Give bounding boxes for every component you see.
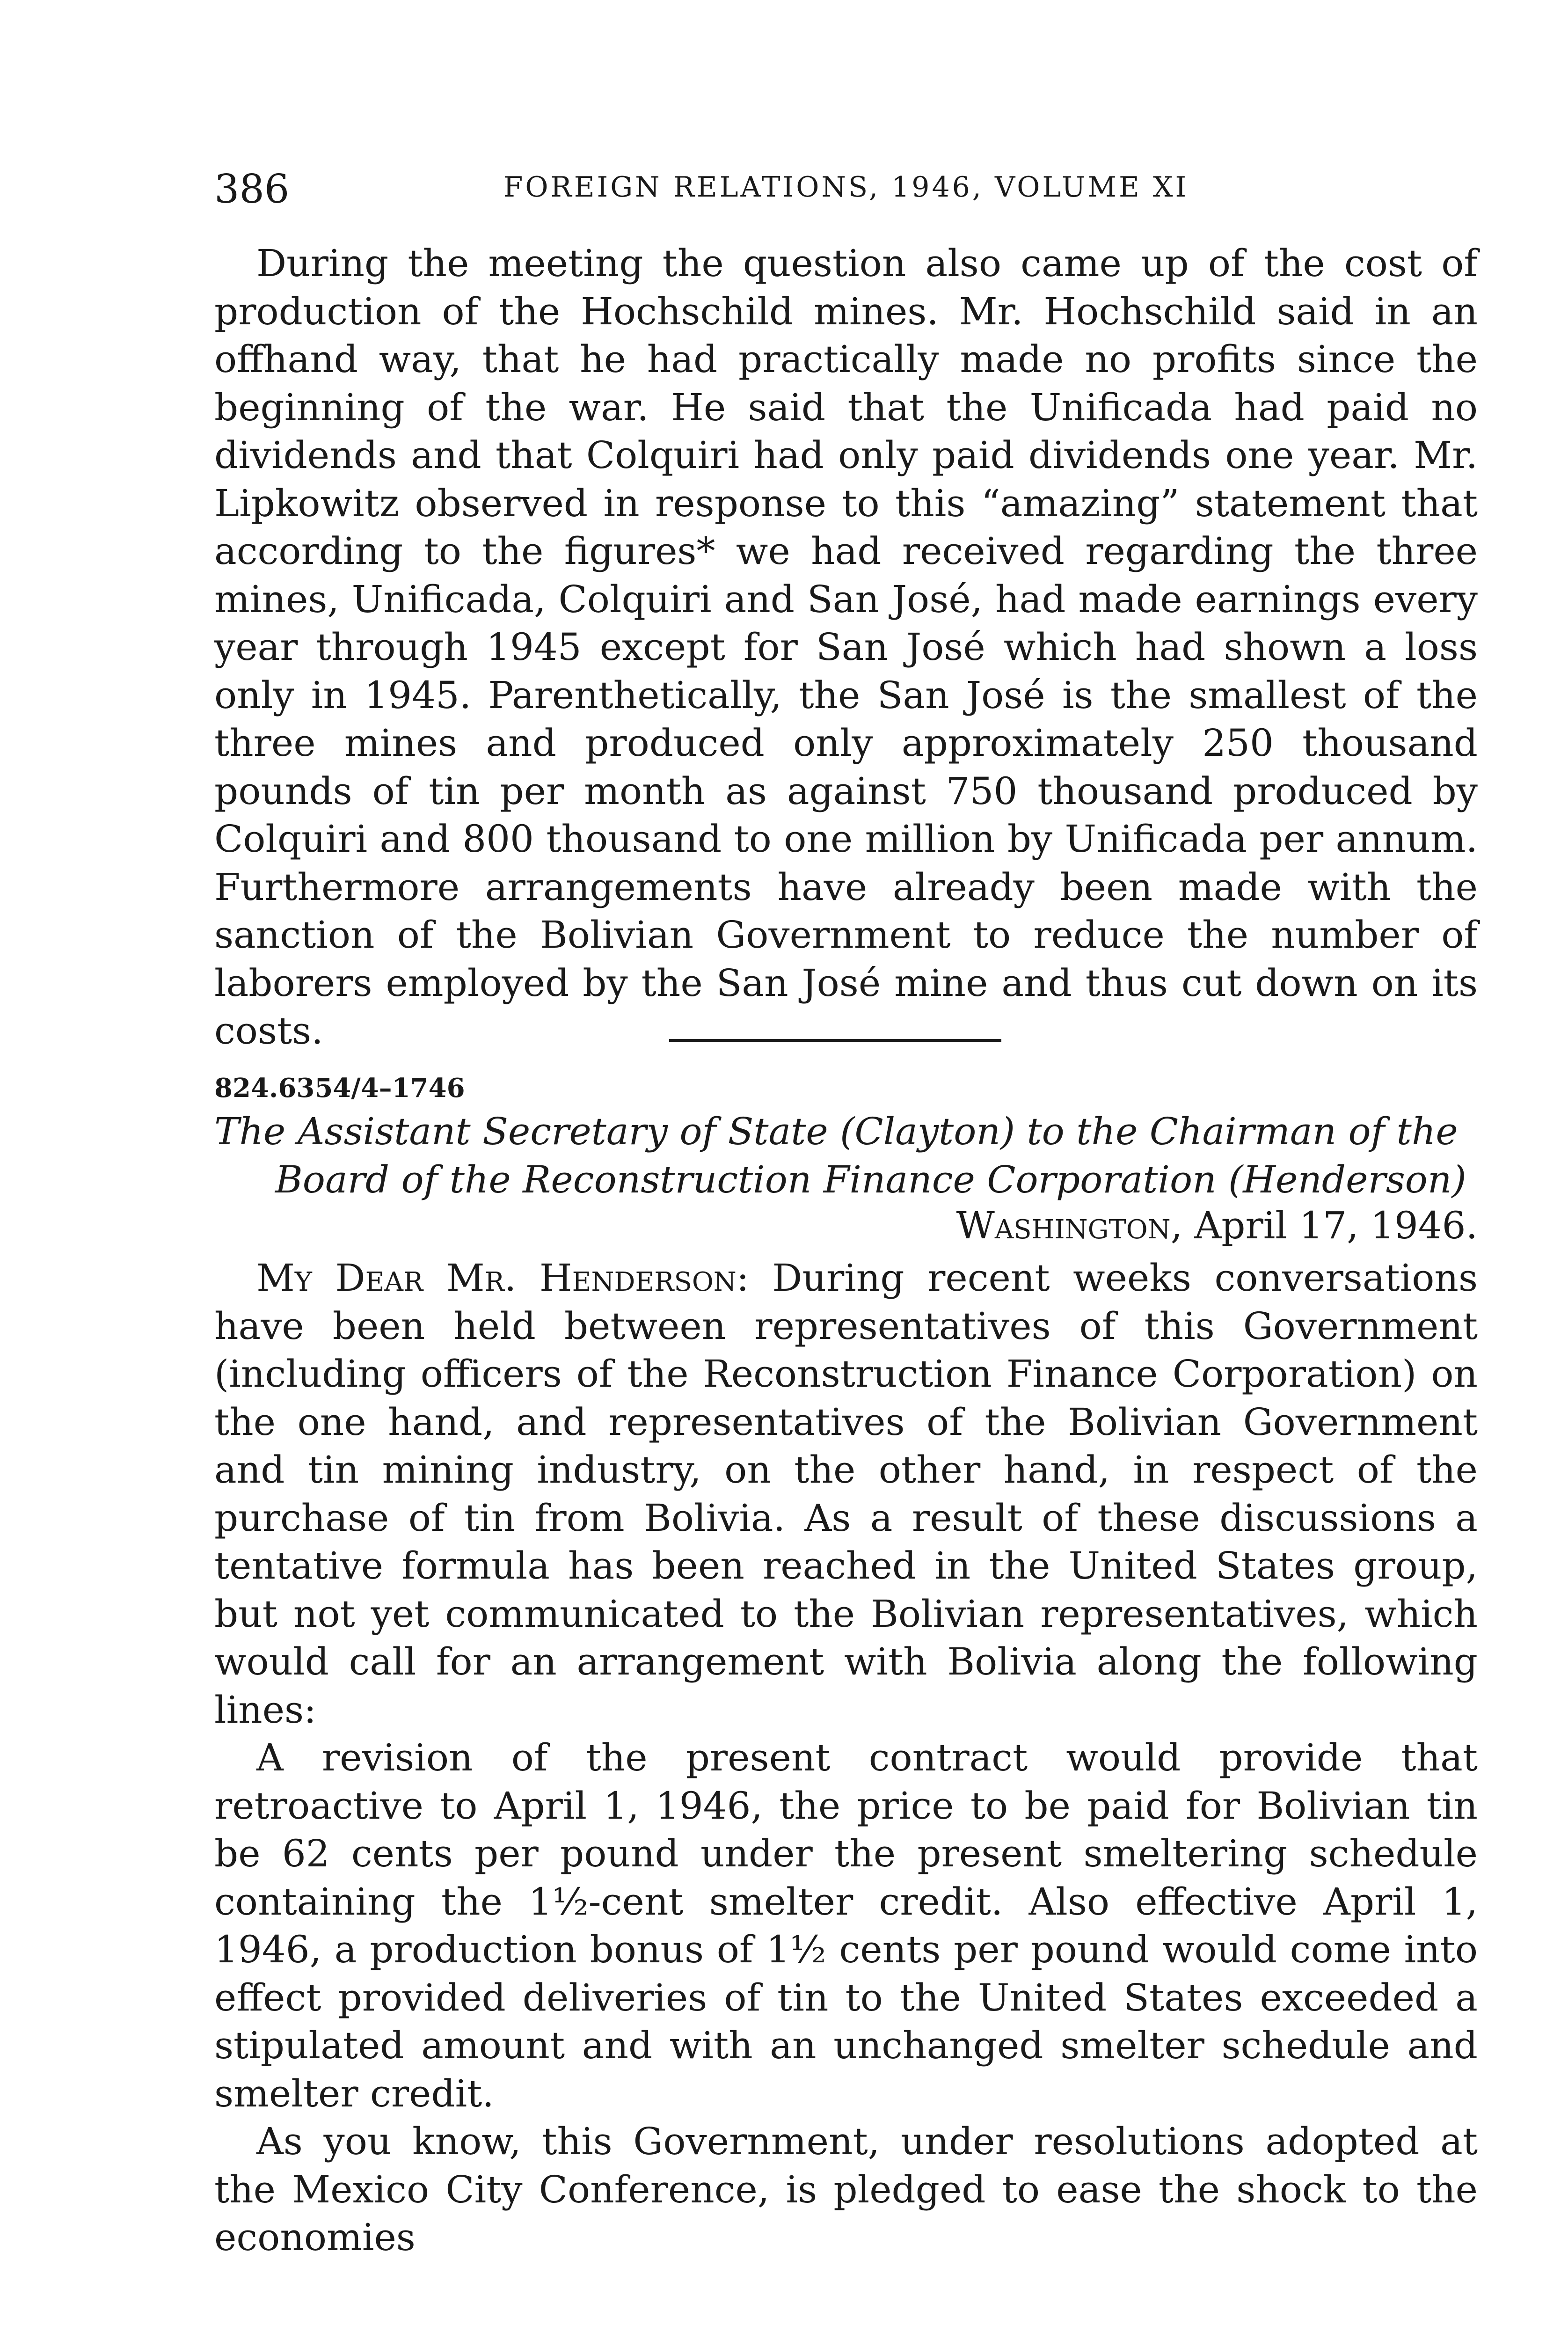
letter-paragraph-1 xyxy=(214,1254,1478,1734)
memo-continuation xyxy=(214,240,1478,1055)
title-line-1: The Assistant Secretary of State (Clayton) to the Chairman of the xyxy=(214,1110,1458,1153)
document-title xyxy=(214,1107,1478,1204)
letter-paragraph-3: As you know, this Government, under resolutions adopted at the Mexico City Conference, is pledged to ease the shock to the economies xyxy=(214,2120,1478,2259)
dateline-date: April 17, 1946. xyxy=(1194,1204,1478,1247)
letter-paragraph-2: A revision of the present contract would provide that retroactive to April 1, 1946, the price to be paid for Bolivian tin be 62 cents per pound under the present smeltering schedule containing the 1½-cent smelter credit. Also effective April 1, 1946, a production bonus of 1½ cents per pound would come into effect provided deliveries of tin to the United States exceeded a stipulated amount and with an unchanged smelter schedule and smelter credit. xyxy=(214,1736,1478,2115)
memo-paragraph: During the meeting the question also came up of the cost of production of the Hochschild mines. Mr. Hochschild said in an offhand way, that he had practically made no profits since the beginning of the war. He said that the Unificada had paid no dividends and that Colquiri had only paid dividends one year. Mr. Lipkowitz observed in response to this “amazing” statement that according to the figures* we had received regarding the three mines, Unificada, Colquiri and San José, had made earnings every year through 1945 except for San José which had shown a loss only in 1945. Parenthetically, the San José is the smallest of the three mines and produced only approximately 250 thousand pounds of tin per month as against 750 thousand produced by Colquiri and 800 thousand to one million by Unificada per annum. Furthermore arrangements have already been made with the sanction of the Bolivian Government to reduce the number of laborers employed by the San José mine and thus cut down on its costs. xyxy=(214,241,1478,1053)
running-title: FOREIGN RELATIONS, 1946, VOLUME XI xyxy=(503,171,1189,204)
salutation: My Dear Mr. Henderson xyxy=(256,1256,737,1300)
letter-body xyxy=(214,1254,1478,2262)
letter-paragraph-1-text: : During recent weeks conversations have been held between representatives of this Government (including officers of the Reconstruction Finance Corporation) on the one hand, and representatives of the Bolivian Government and tin mining industry, on the other hand, in respect of the purchase of tin from Bolivia. As a result of these discussions a tentative formula has been reached in the United States group, but not yet communicated to the Bolivian representatives, which would call for an arrangement with Bolivia along the following lines: xyxy=(214,1256,1478,1732)
page-number: 386 xyxy=(214,166,290,212)
section-divider xyxy=(669,1039,1001,1042)
dateline xyxy=(214,1204,1478,1247)
dateline-place: Washington, xyxy=(956,1204,1183,1247)
title-line-2: Board of the Reconstruction Finance Corporation (Henderson) xyxy=(275,1158,1466,1201)
file-number: 824.6354/4–1746 xyxy=(214,1073,465,1104)
page-header xyxy=(214,166,1478,218)
